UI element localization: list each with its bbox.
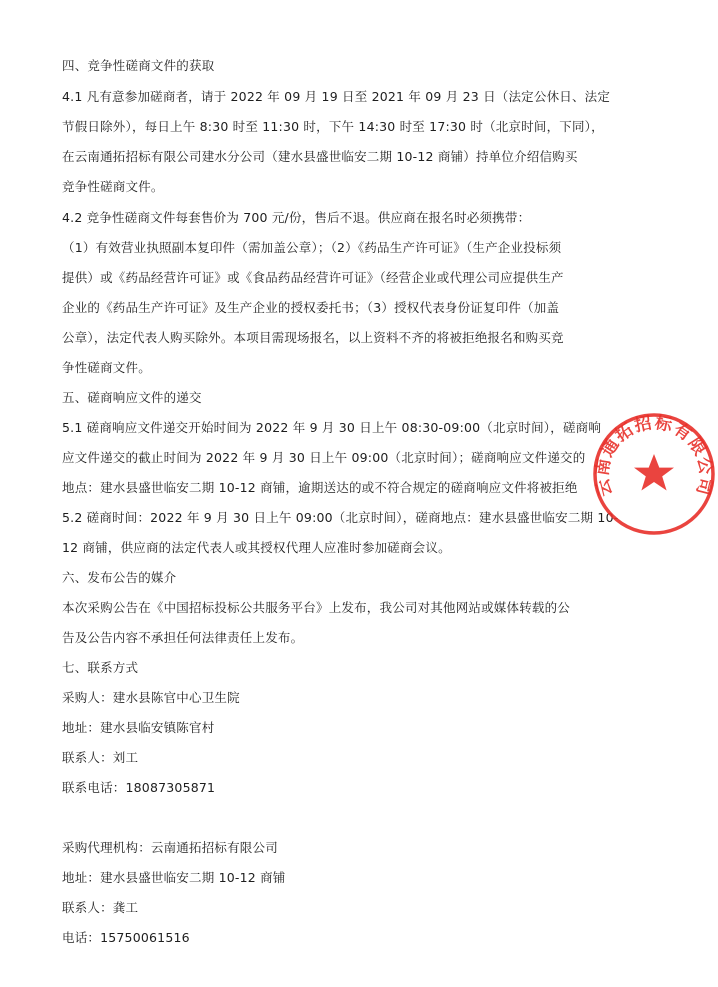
paragraph-line: 本次采购公告在《中国招标投标公共服务平台》上发布，我公司对其他网站或媒体转载的公 — [62, 600, 571, 615]
heading-section-4: 四、竞争性磋商文件的获取 — [62, 58, 215, 73]
paragraph-line: 竞争性磋商文件。 — [62, 179, 164, 194]
heading-section-6: 六、发布公告的媒介 — [62, 570, 177, 585]
paragraph-line: 应文件递交的截止时间为 2022 年 9 月 30 日上午 09:00（北京时间）；磋商响应文件递交的 — [62, 450, 586, 465]
paragraph-line: 节假日除外），每日上午 8:30 时至 11:30 时，下午 14:30 时至 17:30 时（北京时间，下同）， — [62, 119, 604, 134]
paragraph-line: 公章），法定代表人购买除外。本项目需现场报名，以上资料不齐的将被拒绝报名和购买竞 — [62, 330, 564, 345]
paragraph-line: 提供）或《药品经营许可证》或《食品药品经营许可证》（经营企业或代理公司应提供生产 — [62, 270, 564, 285]
paragraph-line: 告及公告内容不承担任何法律责任上发布。 — [62, 630, 304, 645]
paragraph-line: 12 商铺，供应商的法定代表人或其授权代理人应准时参加磋商会议。 — [62, 540, 451, 555]
seal-text: 云南通拓招标有限公司 — [592, 412, 716, 499]
company-seal-stamp — [590, 410, 718, 538]
svg-text:云南通拓招标有限公司 — [591, 412, 715, 499]
paragraph-line: 5.2 磋商时间：2022 年 9 月 30 日上午 09:00（北京时间），磋商地点：建水县盛世临安二期 10- — [62, 510, 619, 525]
agency-line: 采购代理机构：云南通拓招标有限公司 — [62, 840, 278, 855]
paragraph-line: 在云南通拓招标有限公司建水分公司（建水县盛世临安二期 10-12 商铺）持单位介绍信购买 — [62, 149, 578, 164]
paragraph-line: （1）有效营业执照副本复印件（需加盖公章）；（2）《药品生产许可证》（生产企业投标须 — [62, 240, 562, 255]
paragraph-line: 5.1 磋商响应文件递交开始时间为 2022 年 9 月 30 日上午 08:30-09:00（北京时间），磋商响 — [62, 420, 602, 435]
purchaser-contact: 联系人：刘工 — [62, 750, 139, 765]
agency-address: 地址：建水县盛世临安二期 10-12 商铺 — [62, 870, 286, 885]
paragraph-line: 企业的《药品生产许可证》及生产企业的授权委托书；（3）授权代表身份证复印件（加盖 — [62, 300, 560, 315]
paragraph-line: 地点：建水县盛世临安二期 10-12 商铺，逾期送达的或不符合规定的磋商响应文件将被拒绝 — [62, 480, 578, 495]
agency-phone: 电话：15750061516 — [62, 930, 190, 945]
heading-section-7: 七、联系方式 — [62, 660, 139, 675]
paragraph-line: 4.2 竞争性磋商文件每套售价为 700 元/份，售后不退。供应商在报名时必须携带： — [62, 210, 531, 225]
purchaser-phone: 联系电话：18087305871 — [62, 780, 216, 795]
paragraph-line: 争性磋商文件。 — [62, 360, 151, 375]
purchaser-line: 采购人：建水县陈官中心卫生院 — [62, 690, 240, 705]
seal-star-icon — [634, 454, 674, 491]
purchaser-address: 地址：建水县临安镇陈官村 — [62, 720, 215, 735]
heading-section-5: 五、磋商响应文件的递交 — [62, 390, 202, 405]
agency-contact: 联系人：龚工 — [62, 900, 139, 915]
paragraph-line: 4.1 凡有意参加磋商者，请于 2022 年 09 月 19 日至 2021 年 09 月 23 日（法定公休日、法定 — [62, 89, 611, 104]
